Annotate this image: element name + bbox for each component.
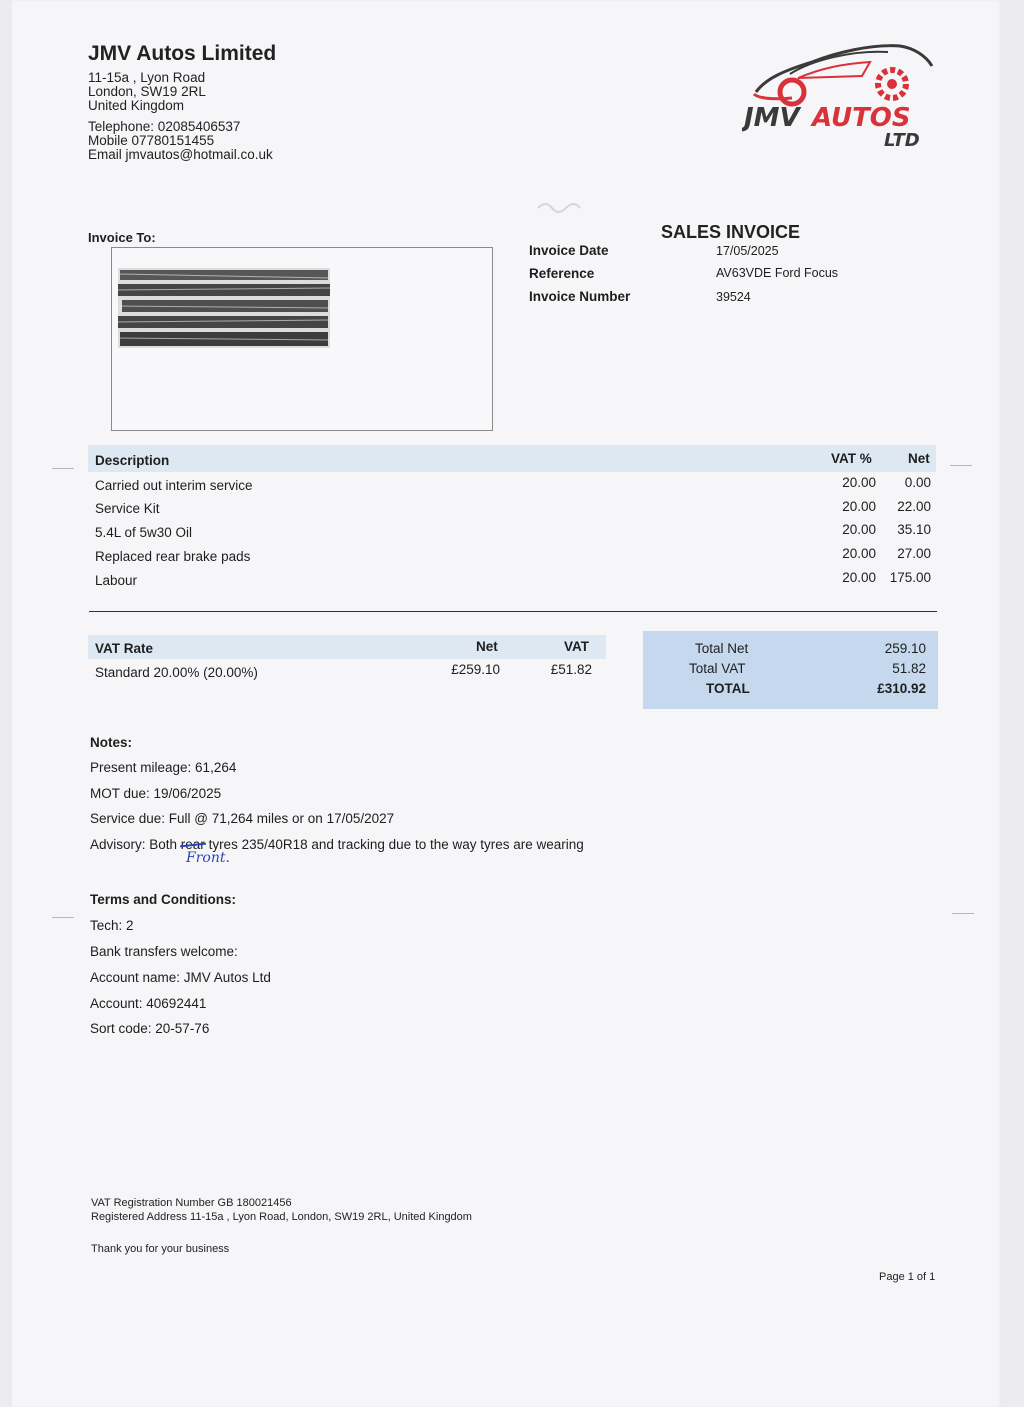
- vat-rate-value: Standard 20.00% (20.00%): [95, 665, 258, 680]
- smudge-mark: [536, 196, 586, 216]
- company-name: JMV Autos Limited: [88, 42, 277, 65]
- vat-rate-header: VAT Rate: [95, 641, 154, 656]
- advisory-struck-word: rear: [180, 837, 205, 852]
- vat-registration: VAT Registration Number GB 180021456: [91, 1197, 292, 1209]
- vat-summary-net-value: £259.10: [451, 662, 500, 677]
- logo-text-sub: LTD: [884, 130, 920, 151]
- fold-mark-right-2: [952, 913, 974, 914]
- total-vat-value: 51.82: [892, 661, 926, 676]
- terms-account-name: Account name: JMV Autos Ltd: [90, 970, 271, 985]
- terms-account-number: Account: 40692441: [90, 996, 207, 1011]
- reference-label: Reference: [529, 266, 595, 281]
- note-service-due: Service due: Full @ 71,264 miles or on 17/05/2027: [90, 811, 395, 826]
- item-vat: 20.00: [842, 570, 876, 585]
- company-address-line-2: London, SW19 2RL: [88, 84, 206, 99]
- reference-value: AV63VDE Ford Focus: [716, 266, 839, 280]
- item-net: 27.00: [897, 546, 931, 561]
- fold-mark-right-1: [950, 465, 972, 466]
- vat-summary-net-header: Net: [476, 639, 498, 654]
- vat-summary-vat-header: VAT: [564, 639, 589, 654]
- note-mot-due: MOT due: 19/06/2025: [90, 786, 222, 801]
- fold-mark-left-2: [52, 917, 74, 918]
- item-description: Labour: [95, 573, 138, 588]
- item-net: 175.00: [889, 570, 931, 585]
- invoice-number-value: 39524: [716, 290, 751, 304]
- terms-tech: Tech: 2: [90, 918, 134, 933]
- note-mileage: Present mileage: 61,264: [90, 760, 237, 775]
- item-description: 5.4L of 5w30 Oil: [95, 525, 193, 540]
- invoice-number-label: Invoice Number: [529, 289, 631, 304]
- terms-sort-code: Sort code: 20-57-76: [90, 1021, 210, 1036]
- registered-address: Registered Address 11-15a , Lyon Road, London, SW19 2RL, United Kingdom: [91, 1211, 472, 1223]
- company-address-line-3: United Kingdom: [88, 98, 185, 113]
- grand-total-label: TOTAL: [706, 681, 750, 696]
- item-description: Service Kit: [95, 501, 160, 516]
- terms-label: Terms and Conditions:: [90, 892, 237, 907]
- item-net: 0.00: [904, 475, 931, 490]
- description-header: Description: [95, 453, 170, 468]
- vat-summary-header-bar: [88, 635, 606, 659]
- company-telephone: Telephone: 02085406537: [88, 119, 241, 134]
- company-email: Email jmvautos@hotmail.co.uk: [88, 147, 273, 162]
- logo-text-left: JMV: [744, 103, 800, 133]
- vat-percent-header: VAT %: [831, 451, 872, 466]
- fold-mark-left-1: [52, 468, 74, 469]
- items-divider: [89, 611, 937, 612]
- item-vat: 20.00: [842, 522, 876, 537]
- notes-label: Notes:: [90, 735, 133, 750]
- total-net-value: 259.10: [884, 641, 926, 656]
- item-net: 22.00: [897, 499, 931, 514]
- sales-invoice-title: SALES INVOICE: [661, 222, 801, 242]
- net-header: Net: [908, 451, 930, 466]
- company-address-line-1: 11-15a , Lyon Road: [88, 70, 206, 85]
- logo-text-right: AUTOS: [812, 103, 911, 133]
- invoice-to-label: Invoice To:: [88, 230, 156, 245]
- advisory-prefix: Advisory: Both: [90, 837, 181, 852]
- handwritten-correction: Front.: [186, 850, 230, 866]
- company-mobile: Mobile 07780151455: [88, 133, 215, 148]
- grand-total-value: £310.92: [877, 681, 926, 696]
- invoice-date-label: Invoice Date: [529, 243, 609, 258]
- total-vat-label: Total VAT: [689, 661, 746, 676]
- vat-summary-vat-value: £51.82: [550, 662, 592, 677]
- items-table-header-bar: [88, 445, 936, 472]
- company-logo: [742, 34, 942, 154]
- item-description: Carried out interim service: [95, 478, 253, 493]
- item-vat: 20.00: [842, 475, 876, 490]
- note-advisory: [90, 837, 584, 852]
- page-number: Page 1 of 1: [879, 1271, 936, 1283]
- total-net-label: Total Net: [695, 641, 749, 656]
- item-vat: 20.00: [842, 546, 876, 561]
- item-description: Replaced rear brake pads: [95, 549, 251, 564]
- terms-bank-transfers: Bank transfers welcome:: [90, 944, 238, 959]
- redacted-address: [118, 262, 330, 348]
- advisory-suffix: tyres 235/40R18 and tracking due to the way tyres are wearing: [204, 837, 584, 852]
- invoice-date-value: 17/05/2025: [716, 244, 779, 258]
- item-vat: 20.00: [842, 499, 876, 514]
- thank-you-message: Thank you for your business: [91, 1243, 230, 1255]
- item-net: 35.10: [897, 522, 931, 537]
